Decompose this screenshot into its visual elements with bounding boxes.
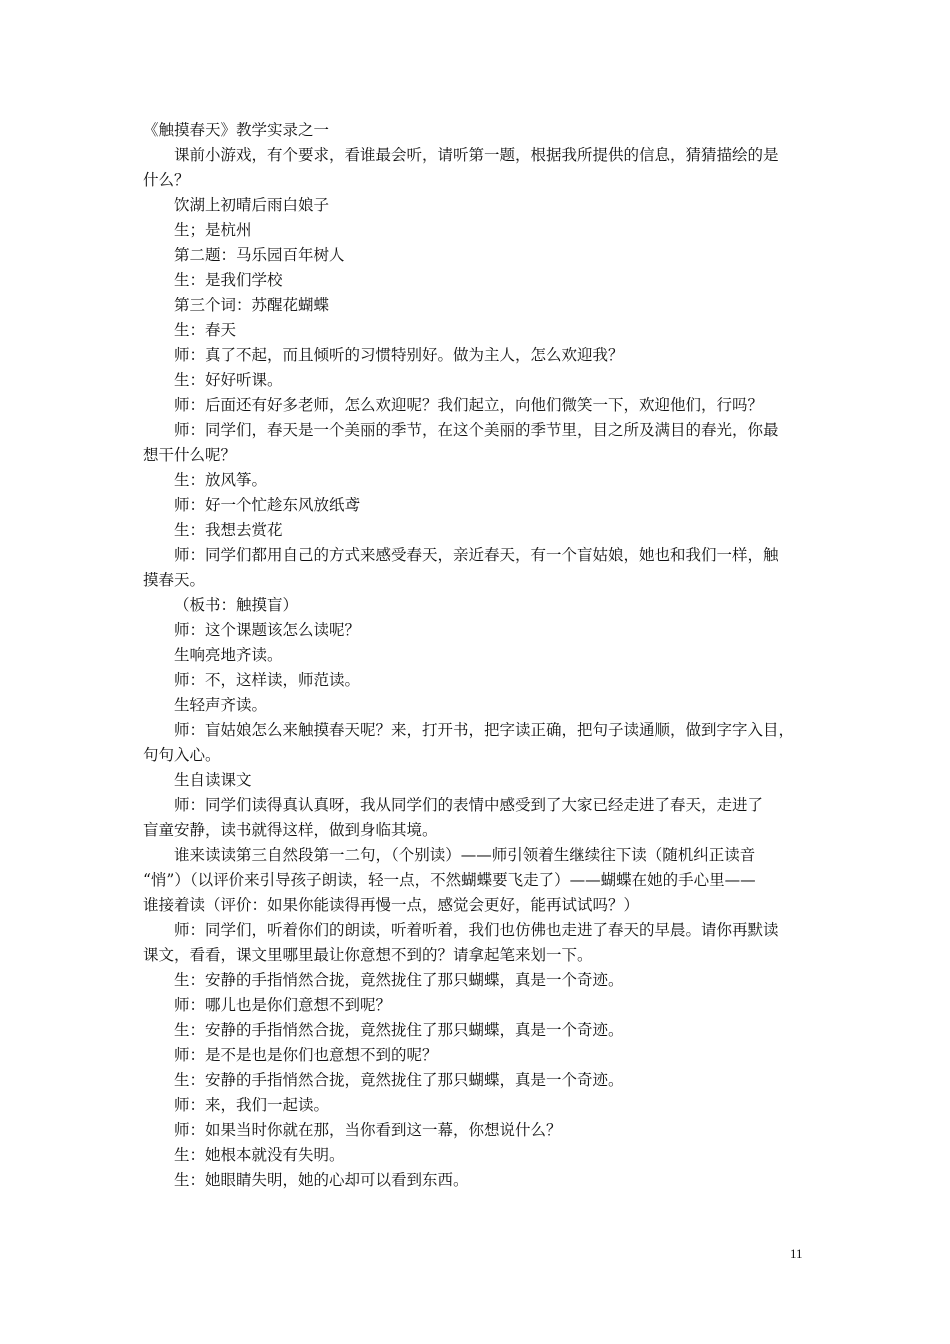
paragraph-line: “悄”）（以评价来引导孩子朗读，轻一点，不然蝴蝶要飞走了）——蝴蝶在她的手心里—— <box>143 871 756 889</box>
paragraph-line: 师：同学们读得真认真呀，我从同学们的表情中感受到了大家已经走进了春天，走进了 <box>174 796 764 814</box>
paragraph-line: 师：哪儿也是你们意想不到呢？ <box>174 996 392 1014</box>
paragraph-line: 师：如果当时你就在那，当你看到这一幕，你想说什么？ <box>174 1121 562 1139</box>
paragraph-line: 第三个词：苏醒花蝴蝶 <box>174 296 330 314</box>
paragraph-line: 生：安静的手指悄然合拢，竟然拢住了那只蝴蝶，真是一个奇迹。 <box>174 971 624 989</box>
paragraph-line: 生：她眼睛失明，她的心却可以看到东西。 <box>174 1171 469 1189</box>
paragraph-line: 生轻声齐读。 <box>174 696 268 714</box>
paragraph-line: 师：来，我们一起读。 <box>174 1096 330 1114</box>
paragraph-line: 师：是不是也是你们也意想不到的呢？ <box>174 1046 438 1064</box>
paragraph-line: 谁接着读（评价：如果你能读得再慢一点，感觉会更好，能再试试吗？） <box>143 896 640 914</box>
paragraph-line: 生；是杭州 <box>174 221 252 239</box>
paragraph-line: 师：盲姑娘怎么来触摸春天呢？来，打开书，把字读正确，把句子读通顺，做到字字入目， <box>174 721 795 739</box>
paragraph-line: 师：不，这样读，师范读。 <box>174 671 361 689</box>
paragraph-line: 生：春天 <box>174 321 237 339</box>
document-body <box>143 118 815 1193</box>
paragraph-line: 摸春天。 <box>143 571 206 589</box>
paragraph-line: 课前小游戏，有个要求，看谁最会听，请听第一题，根据我所提供的信息，猜猜描绘的是 <box>174 146 779 164</box>
paragraph-line: 生：我想去赏花 <box>174 521 283 539</box>
paragraph-line: 师：后面还有好多老师，怎么欢迎呢？我们起立，向他们微笑一下，欢迎他们，行吗？ <box>174 396 764 414</box>
paragraph-line: 师：同学们，听着你们的朗读，听着听着，我们也仿佛也走进了春天的早晨。请你再默读 <box>174 921 779 939</box>
paragraph-line: （板书：触摸盲） <box>174 596 299 614</box>
paragraph-line: 课文，看看，课文里哪里最让你意想不到的？请拿起笔来划一下。 <box>143 946 593 964</box>
paragraph-line: 师：这个课题该怎么读呢？ <box>174 621 361 639</box>
document-title: 《触摸春天》教学实录之一 <box>143 121 330 139</box>
paragraph-line: 生：好好听课。 <box>174 371 283 389</box>
paragraph-line: 生：安静的手指悄然合拢，竟然拢住了那只蝴蝶，真是一个奇迹。 <box>174 1071 624 1089</box>
paragraph-line: 师：同学们都用自己的方式来感受春天，亲近春天，有一个盲姑娘，她也和我们一样，触 <box>174 546 779 564</box>
paragraph-line: 饮湖上初晴后雨白娘子 <box>174 196 330 214</box>
paragraph-line: 盲童安静，读书就得这样，做到身临其境。 <box>143 821 438 839</box>
paragraph-line: 生：她根本就没有失明。 <box>174 1146 345 1164</box>
paragraph-line: 想干什么呢？ <box>143 446 237 464</box>
paragraph-line: 谁来读读第三自然段第一二句，（个别读）——师引领着生继续往下读（随机纠正读音 <box>174 846 756 864</box>
paragraph-line: 生自读课文 <box>174 771 252 789</box>
paragraph-line: 生：放风筝。 <box>174 471 268 489</box>
paragraph-line: 师：同学们，春天是一个美丽的季节，在这个美丽的季节里，目之所及满目的春光，你最 <box>174 421 779 439</box>
page-number: 11 <box>790 1246 803 1261</box>
paragraph-line: 生：是我们学校 <box>174 271 283 289</box>
paragraph-line: 第二题：马乐园百年树人 <box>174 246 345 264</box>
paragraph-line: 什么？ <box>143 171 190 189</box>
paragraph-line: 生响亮地齐读。 <box>174 646 283 664</box>
paragraph-line: 师：真了不起，而且倾听的习惯特别好。做为主人，怎么欢迎我？ <box>174 346 624 364</box>
paragraph-line: 句句入心。 <box>143 746 221 764</box>
paragraph-line: 师：好一个忙趁东风放纸鸢 <box>174 496 361 514</box>
paragraph-line: 生：安静的手指悄然合拢，竟然拢住了那只蝴蝶，真是一个奇迹。 <box>174 1021 624 1039</box>
